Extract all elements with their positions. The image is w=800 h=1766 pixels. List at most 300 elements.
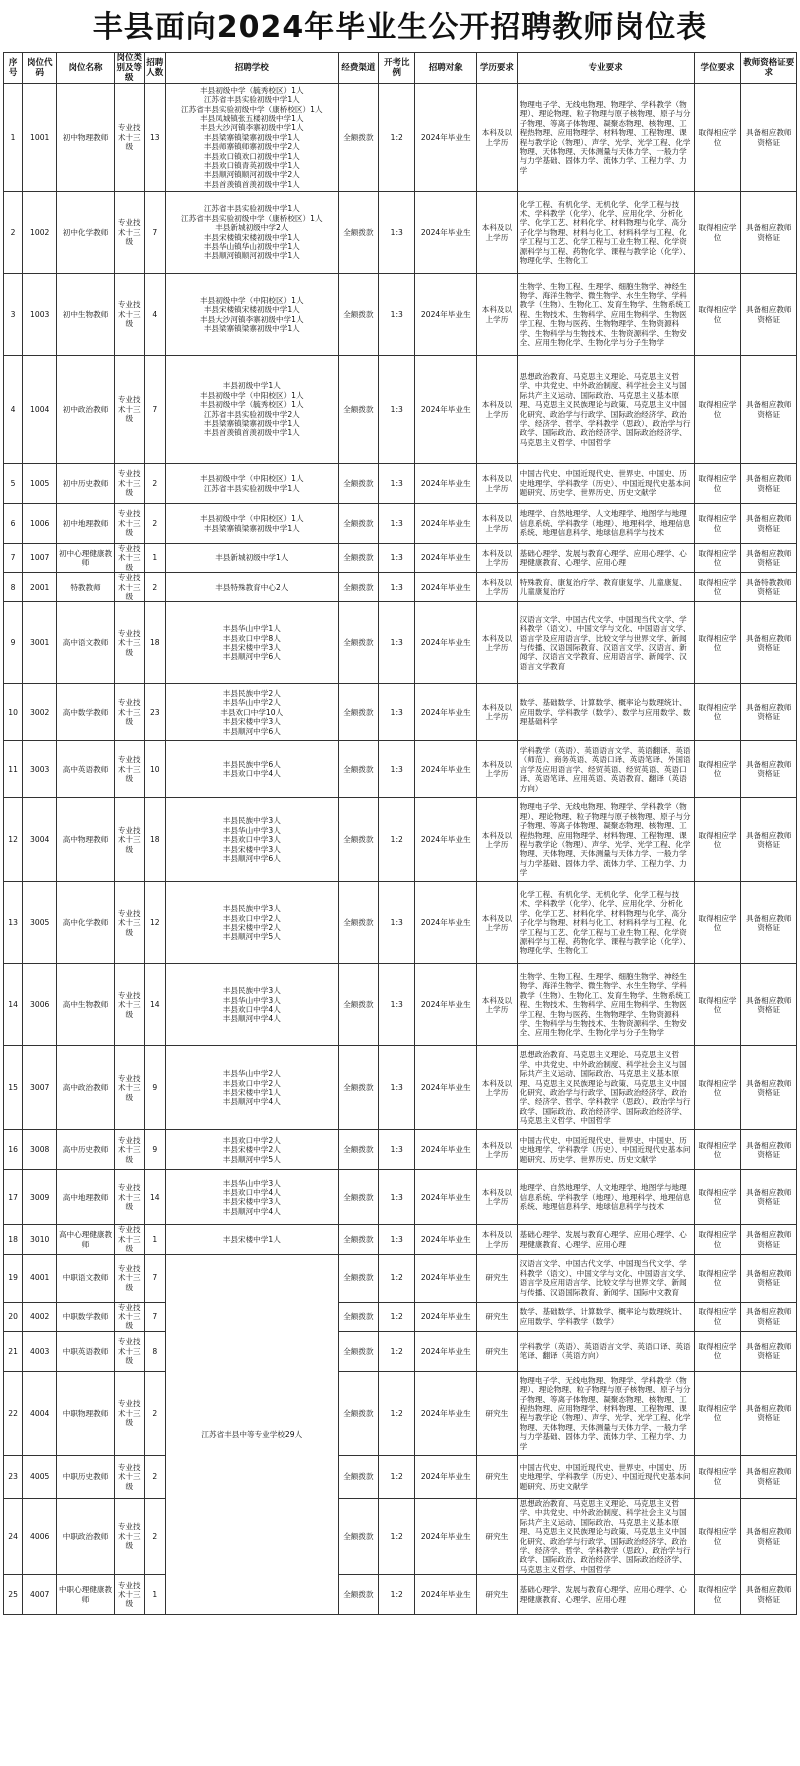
table-row xyxy=(4,684,797,741)
cell-funding: 全额拨款 xyxy=(338,1046,379,1130)
cell-degree: 取得相应学位 xyxy=(694,1498,741,1574)
header-target: 招聘对象 xyxy=(415,53,477,84)
cell-target: 2024年毕业生 xyxy=(415,684,477,741)
cell-category: 专业技术十三级 xyxy=(114,573,144,602)
cell-seq: 13 xyxy=(4,882,23,964)
cell-count: 7 xyxy=(144,356,165,464)
cell-count: 18 xyxy=(144,798,165,882)
cell-cert: 具备相应教师资格证 xyxy=(741,1371,797,1455)
school-entry: 江苏省丰县实验初级中学（康桥校区）1人 xyxy=(181,104,323,114)
school-entry: 丰县宋楼中学1人 xyxy=(222,1234,281,1244)
cell-funding: 全额拨款 xyxy=(338,882,379,964)
cell-schools xyxy=(165,464,338,504)
cell-count: 14 xyxy=(144,1170,165,1225)
cell-major: 物理电子学、无线电物理、物理学、学科教学（物理）、理论物理、粒子物理与原子核物理、原子与分子物理、等离子体物理、凝聚态物理、核物理、工程热物理、应用物理学、材料物理、工程物理、课程与教学论（物理）、声学、光学、光学工程、化学物理、天体物理、天体测量与天体力学、一般力学与力学基础、固体力学、流体力学、工程力学、力学 xyxy=(517,798,694,882)
school-entry: 丰县华山中学3人 xyxy=(222,995,281,1005)
cell-cert: 具备相应教师资格证 xyxy=(741,274,797,356)
school-entry: 丰县初级中学1人 xyxy=(222,381,281,391)
table-row xyxy=(4,1575,797,1615)
cell-code: 4003 xyxy=(23,1331,57,1371)
header-name: 岗位名称 xyxy=(57,53,115,84)
cell-ratio: 1:3 xyxy=(379,741,415,798)
cell-edu: 研究生 xyxy=(477,1331,518,1371)
cell-edu: 本科及以上学历 xyxy=(477,964,518,1046)
table-row xyxy=(4,602,797,684)
cell-major: 地理学、自然地理学、人文地理学、地图学与地理信息系统、学科教学（地理）、地理科学、地理信息系统、地理信息科学、地球信息科学与技术 xyxy=(517,1170,694,1225)
school-entry: 丰县宋楼中学1人 xyxy=(222,1087,281,1097)
header-seq: 序号 xyxy=(4,53,23,84)
table-row xyxy=(4,84,797,192)
cell-target: 2024年毕业生 xyxy=(415,356,477,464)
cell-category: 专业技术十三级 xyxy=(114,741,144,798)
cell-schools xyxy=(165,274,338,356)
cell-edu: 研究生 xyxy=(477,1455,518,1498)
cell-target: 2024年毕业生 xyxy=(415,504,477,544)
cell-category: 专业技术十三级 xyxy=(114,1331,144,1371)
cell-ratio: 1:3 xyxy=(379,504,415,544)
cell-edu: 本科及以上学历 xyxy=(477,741,518,798)
cell-count: 1 xyxy=(144,544,165,573)
cell-code: 3004 xyxy=(23,798,57,882)
cell-category: 专业技术十三级 xyxy=(114,1455,144,1498)
cell-name: 高中物理教师 xyxy=(57,798,115,882)
cell-code: 1001 xyxy=(23,84,57,192)
cell-degree: 取得相应学位 xyxy=(694,1130,741,1170)
cell-edu: 本科及以上学历 xyxy=(477,544,518,573)
cell-name: 高中英语教师 xyxy=(57,741,115,798)
cell-name: 初中地理教师 xyxy=(57,504,115,544)
cell-target: 2024年毕业生 xyxy=(415,882,477,964)
cell-count: 13 xyxy=(144,84,165,192)
document-title: 丰县面向2024年毕业生公开招聘教师岗位表 xyxy=(92,10,708,45)
school-entry: 丰县宋楼中学3人 xyxy=(222,844,281,854)
cell-funding: 全额拨款 xyxy=(338,1254,379,1302)
cell-category: 专业技术十三级 xyxy=(114,964,144,1046)
cell-target: 2024年毕业生 xyxy=(415,1331,477,1371)
cell-ratio: 1:3 xyxy=(379,464,415,504)
school-entry: 丰县顺河镇顺河初级中学1人 xyxy=(203,251,300,261)
cell-seq: 6 xyxy=(4,504,23,544)
cell-cert: 具备相应教师资格证 xyxy=(741,602,797,684)
cell-category: 专业技术十三级 xyxy=(114,356,144,464)
table-row xyxy=(4,356,797,464)
cell-degree: 取得相应学位 xyxy=(694,274,741,356)
cell-major: 数学、基础数学、计算数学、概率论与数理统计、应用数学、学科教学（数学）、数学与应用数学、数理基础科学 xyxy=(517,684,694,741)
cell-ratio: 1:2 xyxy=(379,1331,415,1371)
cell-degree: 取得相应学位 xyxy=(694,1225,741,1254)
school-entry: 丰县欢口中学3人 xyxy=(222,835,281,845)
school-entry: 江苏省丰县实验初级中学1人 xyxy=(203,204,300,214)
cell-major: 思想政治教育、马克思主义理论、马克思主义哲学、中共党史、中外政治制度、科学社会主义与国际共产主义运动、国际政治、马克思主义基本原理、马克思主义民族理论与政策、马克思主义中国化研究、政治学与行政学、国际政治经济学、政治学、经济学、哲学、学科教学（思政）、政治学与行政学、国际政治、政治经济学、国际政治经济学、马克思主义哲学、中国哲学 xyxy=(517,356,694,464)
school-entry: 丰县华山中学3人 xyxy=(222,1178,281,1188)
cell-seq: 24 xyxy=(4,1498,23,1574)
cell-target: 2024年毕业生 xyxy=(415,1455,477,1498)
cell-funding: 全额拨款 xyxy=(338,1130,379,1170)
cell-cert: 具备相应教师资格证 xyxy=(741,1130,797,1170)
cell-ratio: 1:2 xyxy=(379,798,415,882)
table-row xyxy=(4,1225,797,1254)
cell-cert: 具备相应教师资格证 xyxy=(741,84,797,192)
cell-seq: 17 xyxy=(4,1170,23,1225)
school-entry: 丰县顺河中学6人 xyxy=(222,854,281,864)
table-body xyxy=(4,84,797,1615)
table-row xyxy=(4,1455,797,1498)
cell-funding: 全额拨款 xyxy=(338,504,379,544)
cell-major: 基础心理学、发展与教育心理学、应用心理学、心理健康教育、心理学、应用心理 xyxy=(517,1225,694,1254)
cell-edu: 本科及以上学历 xyxy=(477,1130,518,1170)
cell-code: 1006 xyxy=(23,504,57,544)
cell-target: 2024年毕业生 xyxy=(415,1371,477,1455)
cell-degree: 取得相应学位 xyxy=(694,356,741,464)
cell-target: 2024年毕业生 xyxy=(415,602,477,684)
cell-ratio: 1:3 xyxy=(379,684,415,741)
cell-funding: 全额拨款 xyxy=(338,1331,379,1371)
cell-seq: 3 xyxy=(4,274,23,356)
cell-funding: 全额拨款 xyxy=(338,1225,379,1254)
cell-ratio: 1:3 xyxy=(379,1225,415,1254)
cell-category: 专业技术十三级 xyxy=(114,1371,144,1455)
school-entry: 丰县宋楼镇宋楼初级中学1人 xyxy=(203,232,300,242)
cell-schools xyxy=(165,192,338,274)
cell-count: 12 xyxy=(144,882,165,964)
school-entry: 丰县民族中学3人 xyxy=(222,986,281,996)
cell-schools xyxy=(165,573,338,602)
cell-funding: 全额拨款 xyxy=(338,544,379,573)
school-entry: 丰县宋楼中学2人 xyxy=(222,1145,281,1155)
cell-category: 专业技术十三级 xyxy=(114,1254,144,1302)
school-entry: 丰县特殊教育中心2人 xyxy=(215,582,289,592)
cell-name: 高中化学教师 xyxy=(57,882,115,964)
header-edu: 学历要求 xyxy=(477,53,518,84)
cell-major: 数学、基础数学、计算数学、概率论与数理统计、应用数学、学科教学（数学） xyxy=(517,1302,694,1331)
cell-seq: 23 xyxy=(4,1455,23,1498)
cell-count: 1 xyxy=(144,1575,165,1615)
school-entry: 丰县大沙河镇李寨初级中学1人 xyxy=(200,314,304,324)
cell-target: 2024年毕业生 xyxy=(415,84,477,192)
header-count: 招聘人数 xyxy=(144,53,165,84)
school-entry: 江苏省丰县实验初级中学（康桥校区）1人 xyxy=(181,213,323,223)
school-entry: 丰县顺河中学4人 xyxy=(222,1097,281,1107)
school-entry: 丰县顺河中学5人 xyxy=(222,932,281,942)
cell-major: 生物学、生物工程、生理学、细胞生物学、神经生物学、海洋生物学、微生物学、水生生物学、学科教学（生物）、生物化工、发育生物学、生物系统工程、生物技术、生物科学、应用生物科学、生物医学工程、生物与医药、生物物理学、生物资源科学、生物科学与生物技术、生物资源科学、生物安全、应用生物化学、生物化学与分子生物学 xyxy=(517,964,694,1046)
cell-code: 4006 xyxy=(23,1498,57,1574)
cell-degree: 取得相应学位 xyxy=(694,741,741,798)
cell-funding: 全额拨款 xyxy=(338,1302,379,1331)
cell-degree: 取得相应学位 xyxy=(694,504,741,544)
header-ratio: 开考比例 xyxy=(379,53,415,84)
cell-name: 中职数学教师 xyxy=(57,1302,115,1331)
cell-cert: 具备相应教师资格证 xyxy=(741,1331,797,1371)
school-entry: 丰县华山中学2人 xyxy=(222,1069,281,1079)
cell-target: 2024年毕业生 xyxy=(415,1575,477,1615)
cell-schools xyxy=(165,544,338,573)
cell-name: 中职物理教师 xyxy=(57,1371,115,1455)
cell-name: 高中生物教师 xyxy=(57,964,115,1046)
cell-count: 2 xyxy=(144,1498,165,1574)
school-entry: 丰县欢口中学8人 xyxy=(222,633,281,643)
cell-category: 专业技术十三级 xyxy=(114,504,144,544)
cell-code: 1007 xyxy=(23,544,57,573)
cell-name: 中职心理健康教师 xyxy=(57,1575,115,1615)
cell-code: 4007 xyxy=(23,1575,57,1615)
cell-code: 1005 xyxy=(23,464,57,504)
cell-cert: 具备相应教师资格证 xyxy=(741,964,797,1046)
school-entry: 丰县初级中学（中阳校区）1人 xyxy=(200,390,304,400)
cell-degree: 取得相应学位 xyxy=(694,964,741,1046)
school-entry: 江苏省丰县中等专业学校29人 xyxy=(201,1429,303,1439)
cell-ratio: 1:3 xyxy=(379,1046,415,1130)
school-entry: 丰县欢口中学4人 xyxy=(222,1188,281,1198)
school-entry: 丰县初级中学（中阳校区）1人 xyxy=(200,295,304,305)
cell-degree: 取得相应学位 xyxy=(694,1371,741,1455)
cell-ratio: 1:3 xyxy=(379,1130,415,1170)
cell-code: 3006 xyxy=(23,964,57,1046)
cell-degree: 取得相应学位 xyxy=(694,84,741,192)
cell-name: 高中心理健康教师 xyxy=(57,1225,115,1254)
cell-ratio: 1:3 xyxy=(379,1170,415,1225)
cell-count: 9 xyxy=(144,1130,165,1170)
cell-target: 2024年毕业生 xyxy=(415,798,477,882)
cell-major: 地理学、自然地理学、人文地理学、地图学与地理信息系统、学科教学（地理）、地理科学、地理信息系统、地理信息科学、地球信息科学与技术 xyxy=(517,504,694,544)
cell-ratio: 1:2 xyxy=(379,84,415,192)
cell-count: 4 xyxy=(144,274,165,356)
cell-seq: 12 xyxy=(4,798,23,882)
cell-code: 1002 xyxy=(23,192,57,274)
cell-code: 3001 xyxy=(23,602,57,684)
cell-degree: 取得相应学位 xyxy=(694,1302,741,1331)
cell-schools xyxy=(165,1130,338,1170)
school-entry: 丰县顺河镇顺河初级中学2人 xyxy=(203,170,300,180)
cell-cert: 具备相应教师资格证 xyxy=(741,1170,797,1225)
cell-cert: 具备相应教师资格证 xyxy=(741,1254,797,1302)
cell-code: 4001 xyxy=(23,1254,57,1302)
cell-target: 2024年毕业生 xyxy=(415,741,477,798)
cell-ratio: 1:3 xyxy=(379,192,415,274)
cell-category: 专业技术十三级 xyxy=(114,1498,144,1574)
school-entry: 丰县梁寨镇梁寨初级中学1人 xyxy=(203,323,300,333)
cell-cert: 具备相应教师资格证 xyxy=(741,882,797,964)
cell-major: 基础心理学、发展与教育心理学、应用心理学、心理健康教育、心理学、应用心理 xyxy=(517,544,694,573)
cell-target: 2024年毕业生 xyxy=(415,1170,477,1225)
cell-major: 汉语言文学、中国古代文学、中国现当代文学、学科教学（语文）、中国文学与文化、中国语言文学、语言学及应用语言学、比较文学与世界文学、新闻与传播、汉语国际教育、新闻学、国际中文教育 xyxy=(517,1254,694,1302)
cell-edu: 本科及以上学历 xyxy=(477,684,518,741)
table-row xyxy=(4,544,797,573)
school-entry: 丰县欢口镇欢口初级中学1人 xyxy=(203,151,300,161)
school-entry: 江苏省丰县实验初级中学2人 xyxy=(203,409,300,419)
cell-count: 2 xyxy=(144,573,165,602)
cell-degree: 取得相应学位 xyxy=(694,602,741,684)
cell-edu: 本科及以上学历 xyxy=(477,504,518,544)
cell-code: 3008 xyxy=(23,1130,57,1170)
cell-category: 专业技术十三级 xyxy=(114,1130,144,1170)
cell-edu: 本科及以上学历 xyxy=(477,84,518,192)
cell-schools xyxy=(165,684,338,741)
cell-target: 2024年毕业生 xyxy=(415,1254,477,1302)
cell-schools xyxy=(165,882,338,964)
cell-degree: 取得相应学位 xyxy=(694,1575,741,1615)
cell-target: 2024年毕业生 xyxy=(415,544,477,573)
cell-edu: 本科及以上学历 xyxy=(477,1046,518,1130)
cell-cert: 具备相应教师资格证 xyxy=(741,544,797,573)
cell-cert: 具备相应教师资格证 xyxy=(741,684,797,741)
cell-code: 3003 xyxy=(23,741,57,798)
cell-code: 2001 xyxy=(23,573,57,602)
cell-edu: 研究生 xyxy=(477,1254,518,1302)
cell-major: 学科教学（英语）、英语语言文学、英语口译、英语笔译、翻译（英语方向） xyxy=(517,1331,694,1371)
table-row xyxy=(4,464,797,504)
cell-degree: 取得相应学位 xyxy=(694,798,741,882)
cell-name: 初中物理教师 xyxy=(57,84,115,192)
cell-funding: 全额拨款 xyxy=(338,573,379,602)
cell-category: 专业技术十三级 xyxy=(114,1302,144,1331)
header-degree: 学位要求 xyxy=(694,53,741,84)
cell-schools xyxy=(165,1225,338,1254)
cell-code: 3009 xyxy=(23,1170,57,1225)
cell-category: 专业技术十三级 xyxy=(114,274,144,356)
cell-major: 特殊教育、康复治疗学、教育康复学、儿童康复、儿童康复治疗 xyxy=(517,573,694,602)
cell-target: 2024年毕业生 xyxy=(415,192,477,274)
cell-edu: 本科及以上学历 xyxy=(477,464,518,504)
cell-major: 物理电子学、无线电物理、物理学、学科教学（物理）、理论物理、粒子物理与原子核物理、原子与分子物理、等离子体物理、凝聚态物理、核物理、工程热物理、应用物理学、材料物理、工程物理、课程与教学论（物理）、声学、光学、光学工程、化学物理、天体物理、天体测量与天体力学、一般力学与力学基础、固体力学、流体力学、工程力学、力学 xyxy=(517,1371,694,1455)
cell-degree: 取得相应学位 xyxy=(694,1455,741,1498)
cell-edu: 研究生 xyxy=(477,1498,518,1574)
cell-funding: 全额拨款 xyxy=(338,1575,379,1615)
cell-name: 中职政治教师 xyxy=(57,1498,115,1574)
cell-name: 初中政治教师 xyxy=(57,356,115,464)
cell-schools xyxy=(165,1254,338,1614)
cell-category: 专业技术十三级 xyxy=(114,798,144,882)
school-entry: 丰县宋楼中学3人 xyxy=(222,1197,281,1207)
header-major: 专业要求 xyxy=(517,53,694,84)
school-entry: 丰县凤城镇张五楼初级中学1人 xyxy=(200,113,304,123)
cell-target: 2024年毕业生 xyxy=(415,964,477,1046)
school-entry: 丰县宋楼中学3人 xyxy=(222,642,281,652)
cell-name: 高中政治教师 xyxy=(57,1046,115,1130)
cell-funding: 全额拨款 xyxy=(338,741,379,798)
school-entry: 丰县初级中学（毓秀校区）1人 xyxy=(200,85,304,95)
cell-count: 2 xyxy=(144,504,165,544)
school-entry: 丰县新城初级中学2人 xyxy=(215,223,289,233)
cell-category: 专业技术十三级 xyxy=(114,192,144,274)
header-schools: 招聘学校 xyxy=(165,53,338,84)
cell-degree: 取得相应学位 xyxy=(694,882,741,964)
cell-major: 化学工程、有机化学、无机化学、化学工程与技术、学科教学（化学）、化学、应用化学、分析化学、化学工艺、材料化学、材料物理与化学、高分子化学与物理、材料与化工、材料科学与工程、化学工程与工艺、化学工程与工业生物工程、化学资源科学与工程、药物化学、课程与教学论（化学）、物理化学、生物化工 xyxy=(517,192,694,274)
table-row xyxy=(4,274,797,356)
cell-edu: 本科及以上学历 xyxy=(477,602,518,684)
cell-name: 高中地理教师 xyxy=(57,1170,115,1225)
cell-count: 8 xyxy=(144,1331,165,1371)
cell-seq: 4 xyxy=(4,356,23,464)
cell-schools xyxy=(165,504,338,544)
cell-code: 3005 xyxy=(23,882,57,964)
school-entry: 丰县民族中学3人 xyxy=(222,816,281,826)
cell-major: 中国古代史、中国近现代史、世界史、中国史、历史地理学、学科教学（历史）、中国近现代史基本问题研究、历史学、世界历史、历史文献学 xyxy=(517,1130,694,1170)
cell-schools xyxy=(165,1170,338,1225)
cell-count: 7 xyxy=(144,1254,165,1302)
cell-count: 2 xyxy=(144,464,165,504)
cell-count: 7 xyxy=(144,1302,165,1331)
cell-cert: 具备相应教师资格证 xyxy=(741,1575,797,1615)
school-entry: 江苏省丰县实验初级中学1人 xyxy=(203,95,300,105)
cell-degree: 取得相应学位 xyxy=(694,684,741,741)
cell-cert: 具备相应教师资格证 xyxy=(741,798,797,882)
cell-count: 2 xyxy=(144,1455,165,1498)
cell-category: 专业技术十三级 xyxy=(114,84,144,192)
cell-target: 2024年毕业生 xyxy=(415,464,477,504)
cell-category: 专业技术十三级 xyxy=(114,1225,144,1254)
header-row xyxy=(4,53,797,84)
cell-degree: 取得相应学位 xyxy=(694,544,741,573)
cell-code: 1004 xyxy=(23,356,57,464)
header-category: 岗位类别及等级 xyxy=(114,53,144,84)
cell-major: 中国古代史、中国近现代史、世界史、中国史、历史地理学、学科教学（历史）、中国近现代史基本问题研究、历史学、世界历史、历史文献学 xyxy=(517,464,694,504)
cell-seq: 11 xyxy=(4,741,23,798)
cell-name: 中职历史教师 xyxy=(57,1455,115,1498)
cell-seq: 8 xyxy=(4,573,23,602)
cell-ratio: 1:2 xyxy=(379,1575,415,1615)
cell-seq: 1 xyxy=(4,84,23,192)
cell-code: 4002 xyxy=(23,1302,57,1331)
cell-category: 专业技术十三级 xyxy=(114,684,144,741)
cell-funding: 全额拨款 xyxy=(338,964,379,1046)
cell-seq: 15 xyxy=(4,1046,23,1130)
table-row xyxy=(4,1331,797,1371)
cell-cert: 具备相应教师资格证 xyxy=(741,1046,797,1130)
cell-seq: 21 xyxy=(4,1331,23,1371)
cell-category: 专业技术十三级 xyxy=(114,1170,144,1225)
cell-ratio: 1:2 xyxy=(379,1254,415,1302)
school-entry: 丰县顺河中学4人 xyxy=(222,1206,281,1216)
cell-category: 专业技术十三级 xyxy=(114,464,144,504)
school-entry: 丰县师寨镇师寨初级中学2人 xyxy=(203,142,300,152)
school-entry: 丰县大沙河镇李寨初级中学1人 xyxy=(200,123,304,133)
table-row xyxy=(4,573,797,602)
cell-name: 初中生物教师 xyxy=(57,274,115,356)
cell-edu: 本科及以上学历 xyxy=(477,798,518,882)
cell-ratio: 1:3 xyxy=(379,602,415,684)
school-entry: 丰县民族中学2人 xyxy=(222,688,281,698)
cell-code: 3007 xyxy=(23,1046,57,1130)
school-entry: 丰县梁寨镇梁寨初级中学1人 xyxy=(203,418,300,428)
cell-ratio: 1:2 xyxy=(379,1371,415,1455)
cell-name: 初中历史教师 xyxy=(57,464,115,504)
cell-major: 化学工程、有机化学、无机化学、化学工程与技术、学科教学（化学）、化学、应用化学、分析化学、化学工艺、材料化学、材料物理与化学、高分子化学与物理、材料与化工、材料科学与工程、化学工程与工艺、化学工程与工业生物工程、化学资源科学与工程、药物化学、课程与教学论（化学）、物理化学、生物化工 xyxy=(517,882,694,964)
cell-cert: 具备相应教师资格证 xyxy=(741,464,797,504)
cell-funding: 全额拨款 xyxy=(338,192,379,274)
cell-code: 3002 xyxy=(23,684,57,741)
school-entry: 丰县宋楼中学2人 xyxy=(222,922,281,932)
school-entry: 丰县初级中学（中阳校区）1人 xyxy=(200,474,304,484)
cell-degree: 取得相应学位 xyxy=(694,1254,741,1302)
cell-cert: 具备相应教师资格证 xyxy=(741,192,797,274)
table-row xyxy=(4,798,797,882)
cell-major: 学科教学（英语）、英语语言文学、英语翻译、英语（师范）、商务英语、英语口译、英语笔译、外国语言学及应用语言学、经贸英语、经贸英语、英语口译、英语笔译、应用英语、英语教育、翻译（英语方向） xyxy=(517,741,694,798)
cell-code: 4004 xyxy=(23,1371,57,1455)
school-entry: 丰县民族中学6人 xyxy=(222,760,281,770)
school-entry: 丰县欢口中学10人 xyxy=(220,707,284,717)
cell-category: 专业技术十三级 xyxy=(114,602,144,684)
cell-degree: 取得相应学位 xyxy=(694,464,741,504)
cell-edu: 本科及以上学历 xyxy=(477,192,518,274)
cell-schools xyxy=(165,964,338,1046)
cell-target: 2024年毕业生 xyxy=(415,1225,477,1254)
cell-name: 初中心理健康教师 xyxy=(57,544,115,573)
cell-cert: 具备相应教师资格证 xyxy=(741,1455,797,1498)
school-entry: 丰县顺河中学5人 xyxy=(222,1154,281,1164)
table-row xyxy=(4,741,797,798)
cell-count: 14 xyxy=(144,964,165,1046)
cell-edu: 研究生 xyxy=(477,1575,518,1615)
